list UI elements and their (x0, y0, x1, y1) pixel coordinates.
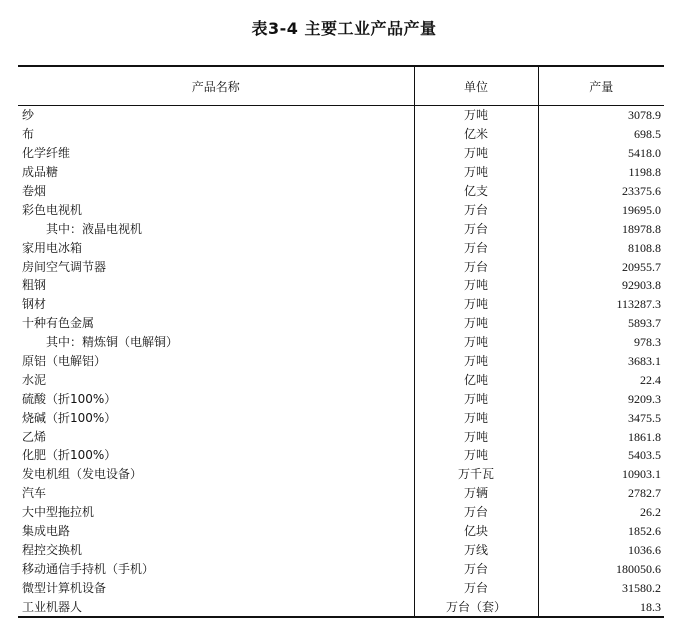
unit-cell: 亿吨 (414, 370, 538, 389)
output-value-cell: 18978.8 (622, 221, 661, 236)
product-name-cell: 汽车 (18, 484, 414, 503)
output-value-cell: 5403.5 (628, 448, 661, 463)
table-row (18, 484, 664, 503)
product-name-cell: 程控交换机 (18, 540, 414, 559)
header-product-name: 产品名称 (18, 66, 414, 106)
product-name-cell: 工业机器人 (18, 597, 414, 617)
product-name-cell: 房间空气调节器 (18, 257, 414, 276)
unit-cell: 万辆 (414, 484, 538, 503)
unit-cell: 万千瓦 (414, 465, 538, 484)
table-row (18, 370, 664, 389)
product-name-cell: 粗钢 (18, 276, 414, 295)
header-output: 产量 (538, 66, 664, 106)
table-row (18, 522, 664, 541)
table-row (18, 295, 664, 314)
product-name-cell: 纱 (18, 106, 414, 125)
product-name-cell: 成品糖 (18, 163, 414, 182)
product-name-cell: 发电机组（发电设备） (18, 465, 414, 484)
product-name-cell: 化学纤维 (18, 144, 414, 163)
table-row (18, 597, 664, 617)
product-name-cell: 卷烟 (18, 182, 414, 201)
unit-cell: 万吨 (414, 106, 538, 125)
product-name-cell: 十种有色金属 (18, 314, 414, 333)
product-name-cell: 家用电冰箱 (18, 238, 414, 257)
product-name-cell: 大中型拖拉机 (18, 503, 414, 522)
unit-cell: 亿支 (414, 182, 538, 201)
output-value-cell: 92903.8 (622, 278, 661, 293)
output-value-cell: 20955.7 (622, 259, 661, 274)
table-body (18, 106, 664, 618)
table-row (18, 465, 664, 484)
product-name-cell: 布 (18, 125, 414, 144)
unit-cell: 万吨 (414, 333, 538, 352)
unit-cell: 万台 (414, 219, 538, 238)
table-row (18, 125, 664, 144)
unit-cell: 万吨 (414, 295, 538, 314)
industrial-output-table (18, 65, 664, 618)
product-name-cell: 硫酸（折100%） (18, 389, 414, 408)
product-name-cell: 烧碱（折100%） (18, 408, 414, 427)
output-value-cell: 23375.6 (622, 184, 661, 198)
table-row (18, 559, 664, 578)
header-unit: 单位 (414, 66, 538, 106)
output-value-cell: 31580.2 (622, 580, 661, 595)
output-value-cell: 8108.8 (628, 240, 661, 255)
table-row (18, 446, 664, 465)
unit-cell: 万台 (414, 257, 538, 276)
output-value-cell: 18.3 (538, 597, 664, 617)
unit-cell: 万台 (414, 578, 538, 597)
product-name-cell: 钢材 (18, 295, 414, 314)
product-name-cell: 化肥（折100%） (18, 446, 414, 465)
output-value-cell: 10903.1 (622, 467, 661, 482)
product-name-cell: 彩色电视机 (18, 200, 414, 219)
product-name-cell: 其中：精炼铜（电解铜） (18, 333, 414, 352)
unit-cell: 万吨 (414, 163, 538, 182)
unit-cell: 万台 (414, 238, 538, 257)
unit-cell: 万吨 (414, 427, 538, 446)
output-value-cell: 3475.5 (628, 410, 661, 425)
table-row (18, 144, 664, 163)
output-value-cell: 3078.9 (628, 108, 661, 123)
product-name-cell: 移动通信手持机（手机） (18, 559, 414, 578)
table-row (18, 389, 664, 408)
table-row (18, 200, 664, 219)
product-name-cell: 其中：液晶电视机 (18, 219, 414, 238)
product-name-cell: 乙烯 (18, 427, 414, 446)
table-row (18, 408, 664, 427)
table-row (18, 257, 664, 276)
unit-cell: 万吨 (414, 389, 538, 408)
output-value-cell: 9209.3 (628, 391, 661, 406)
unit-cell: 万台（套） (414, 597, 538, 617)
table-row (18, 352, 664, 371)
output-value-cell: 3683.1 (628, 354, 661, 369)
output-value-cell: 19695.0 (622, 202, 661, 217)
output-value-cell: 978.3 (634, 335, 661, 350)
table-row (18, 540, 664, 559)
table-row (18, 314, 664, 333)
table-row (18, 427, 664, 446)
unit-cell: 万台 (414, 503, 538, 522)
unit-cell: 万吨 (414, 446, 538, 465)
unit-cell: 万吨 (414, 352, 538, 371)
unit-cell: 万吨 (414, 276, 538, 295)
product-name-cell: 水泥 (18, 370, 414, 389)
table-title: 表3-4 主要工业产品产量 (251, 19, 437, 38)
output-value-cell: 22.4 (640, 372, 661, 387)
unit-cell: 万吨 (414, 408, 538, 427)
table-row (18, 106, 664, 125)
output-value-cell: 5893.7 (628, 316, 661, 331)
unit-cell: 万台 (414, 559, 538, 578)
output-value-cell: 698.5 (634, 127, 661, 142)
output-value-cell: 1852.6 (628, 524, 661, 539)
unit-cell: 亿块 (414, 522, 538, 541)
table-row (18, 163, 664, 182)
output-value-cell: 1036.6 (628, 542, 661, 557)
output-value-cell: 1198.8 (628, 165, 661, 180)
unit-cell: 万吨 (414, 314, 538, 333)
unit-cell: 万线 (414, 540, 538, 559)
product-name-cell: 集成电路 (18, 522, 414, 541)
table-row (18, 503, 664, 522)
product-name-cell: 微型计算机设备 (18, 578, 414, 597)
table-row (18, 333, 664, 352)
output-value-cell: 5418.0 (628, 146, 661, 161)
table-header-row (18, 66, 664, 106)
table-row (18, 578, 664, 597)
table-row (18, 276, 664, 295)
output-value-cell: 26.2 (640, 505, 661, 520)
output-value-cell: 180050.6 (616, 561, 661, 576)
table-row (18, 182, 664, 201)
product-name-cell: 原铝（电解铝） (18, 352, 414, 371)
unit-cell: 万台 (414, 200, 538, 219)
output-value-cell: 113287.3 (616, 297, 661, 312)
unit-cell: 亿米 (414, 125, 538, 144)
output-value-cell: 1861.8 (628, 429, 661, 444)
table-row (18, 238, 664, 257)
table-row (18, 219, 664, 238)
output-value-cell: 2782.7 (628, 486, 661, 501)
unit-cell: 万吨 (414, 144, 538, 163)
